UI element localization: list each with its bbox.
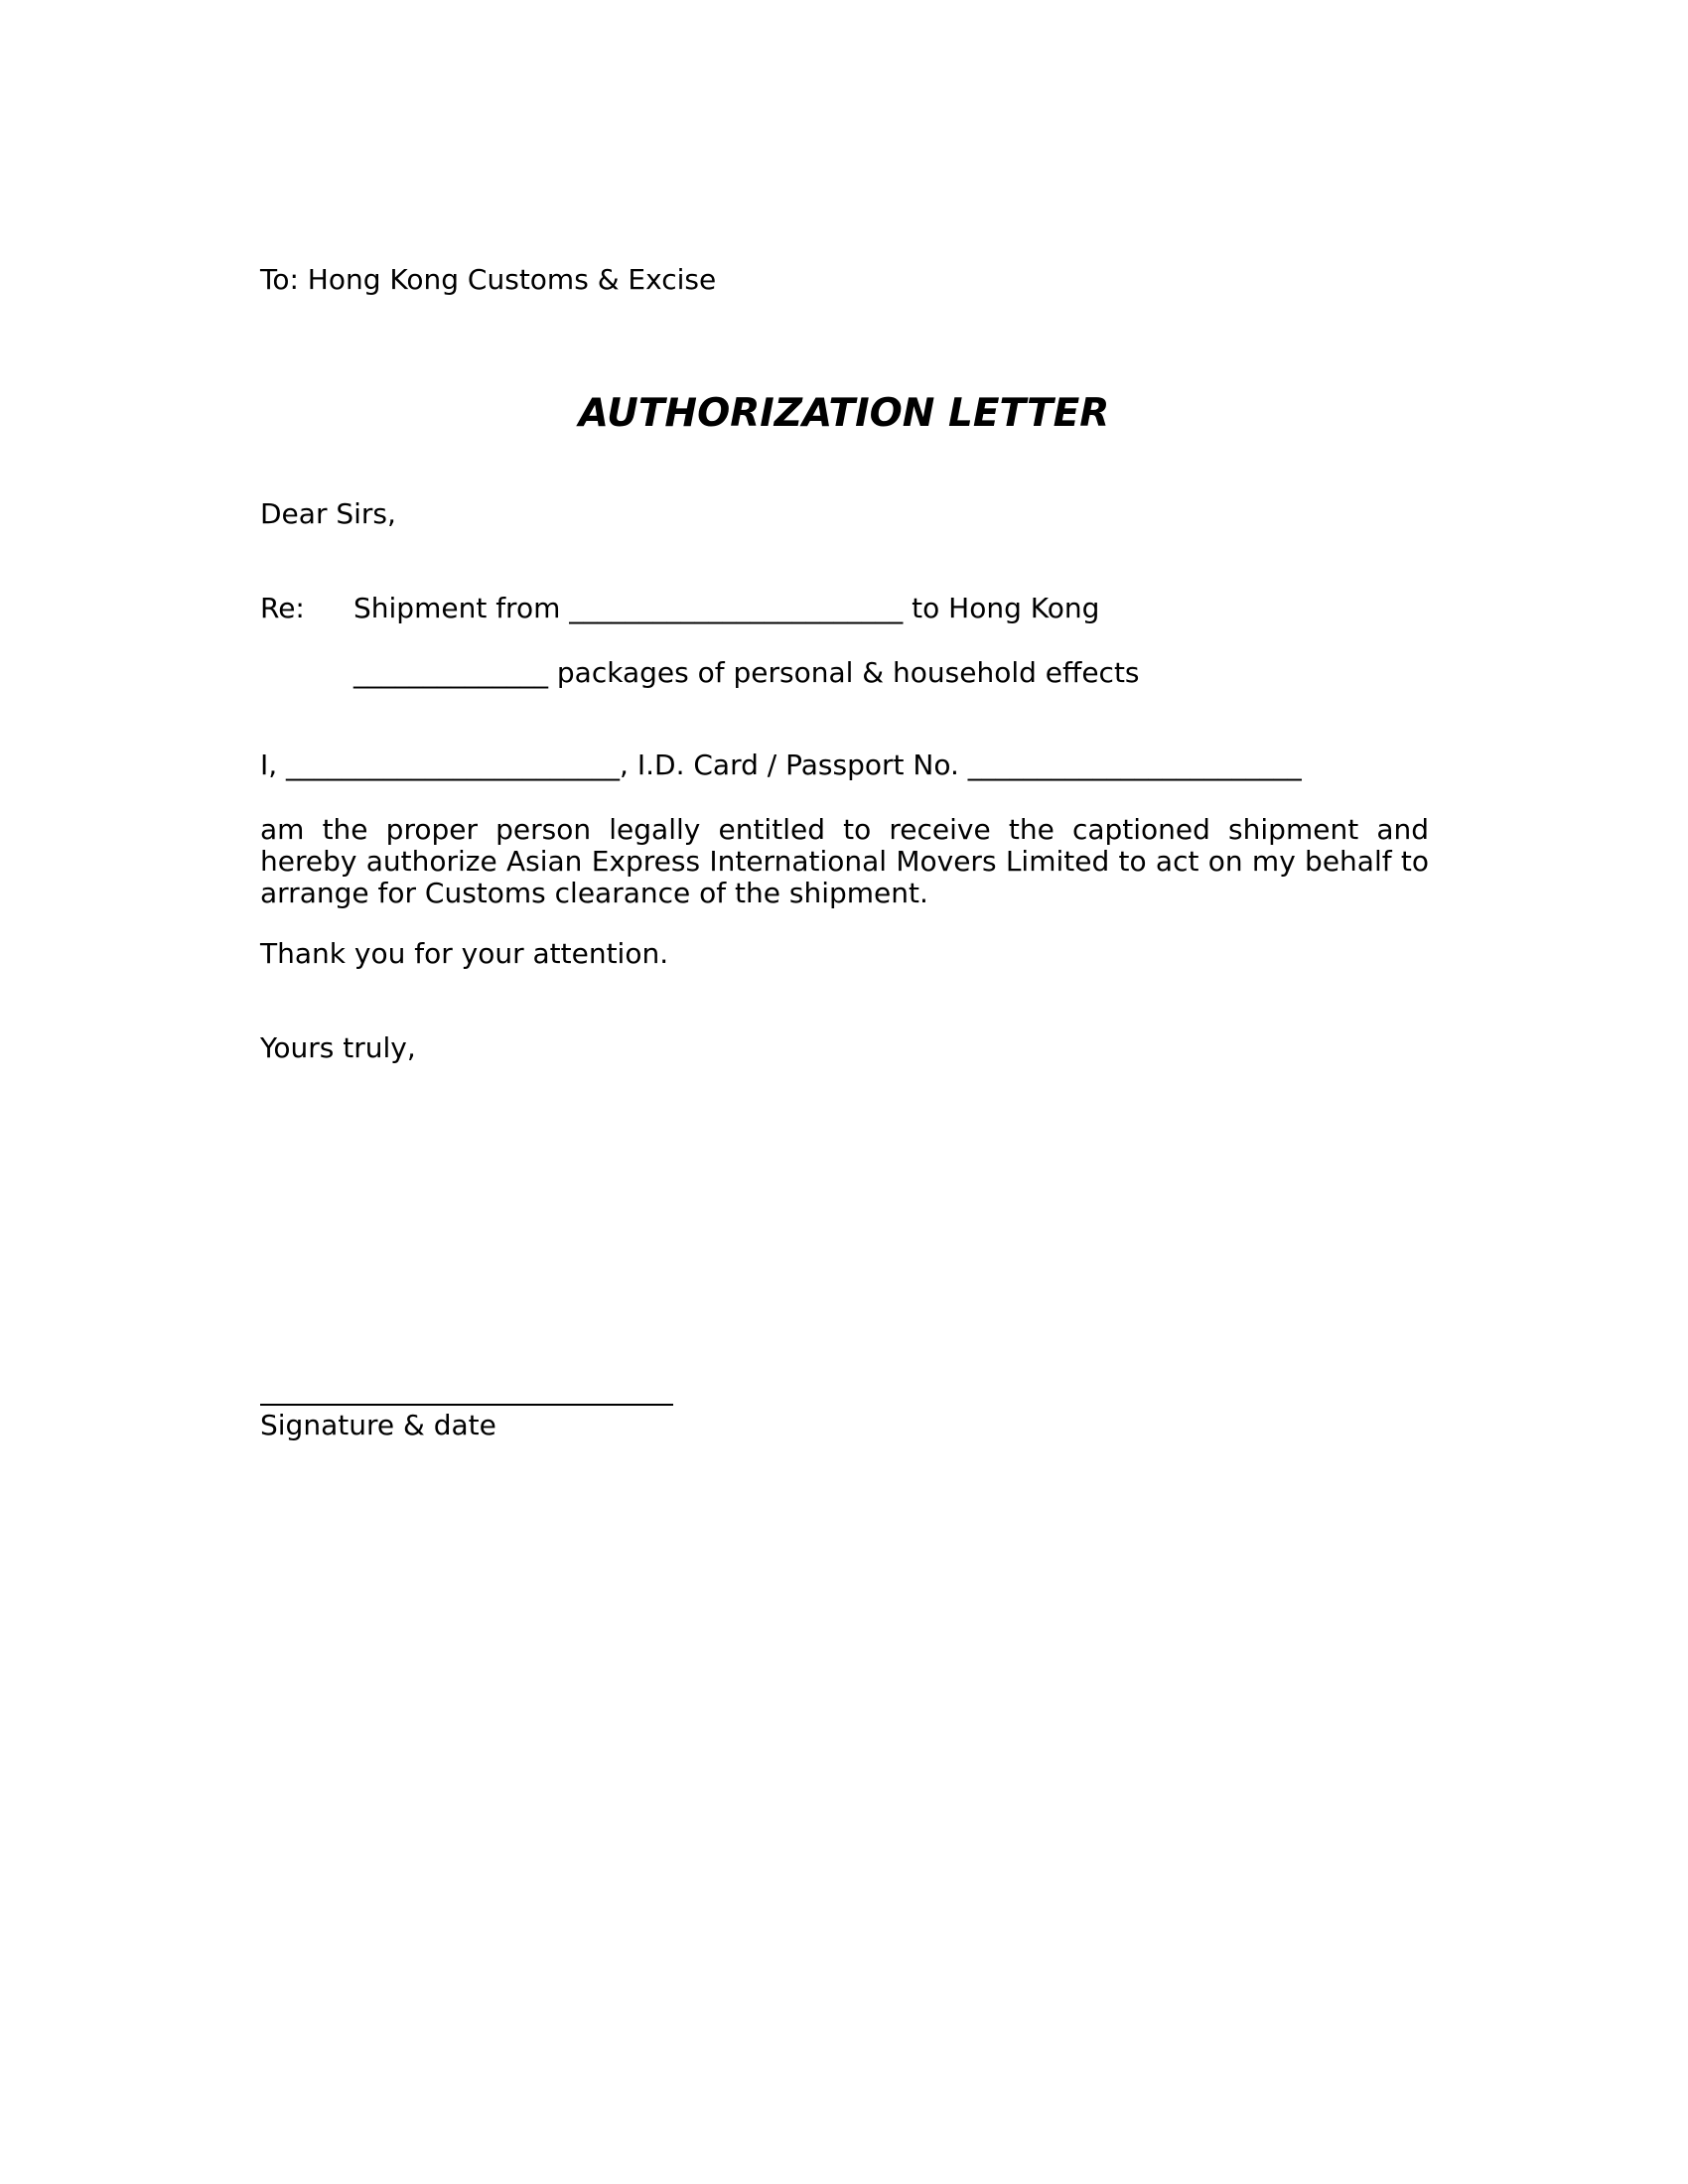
document-title: AUTHORIZATION LETTER <box>578 391 1110 436</box>
shipment-from-line: Shipment from ________________________ to Hong Kong <box>353 592 1100 624</box>
recipient-line: To: Hong Kong Customs & Excise <box>260 263 717 296</box>
signature-label: Signature & date <box>260 1409 496 1441</box>
identity-line: I, ________________________, I.D. Card / Passport No. ________________________ <box>260 749 1302 781</box>
thanks-line: Thank you for your attention. <box>260 937 669 970</box>
closing-line: Yours truly, <box>260 1031 416 1064</box>
packages-line: ______________ packages of personal & household effects <box>353 656 1140 689</box>
salutation: Dear Sirs, <box>260 497 396 530</box>
authorization-paragraph: am the proper person legally entitled to receive the captioned shipment and hereby authorize Asian Express International Movers Limited to act on my behalf to arrange for Customs clearance of the shipment. <box>260 813 1429 909</box>
re-label: Re: <box>260 592 305 624</box>
signature-rule <box>260 1404 673 1406</box>
